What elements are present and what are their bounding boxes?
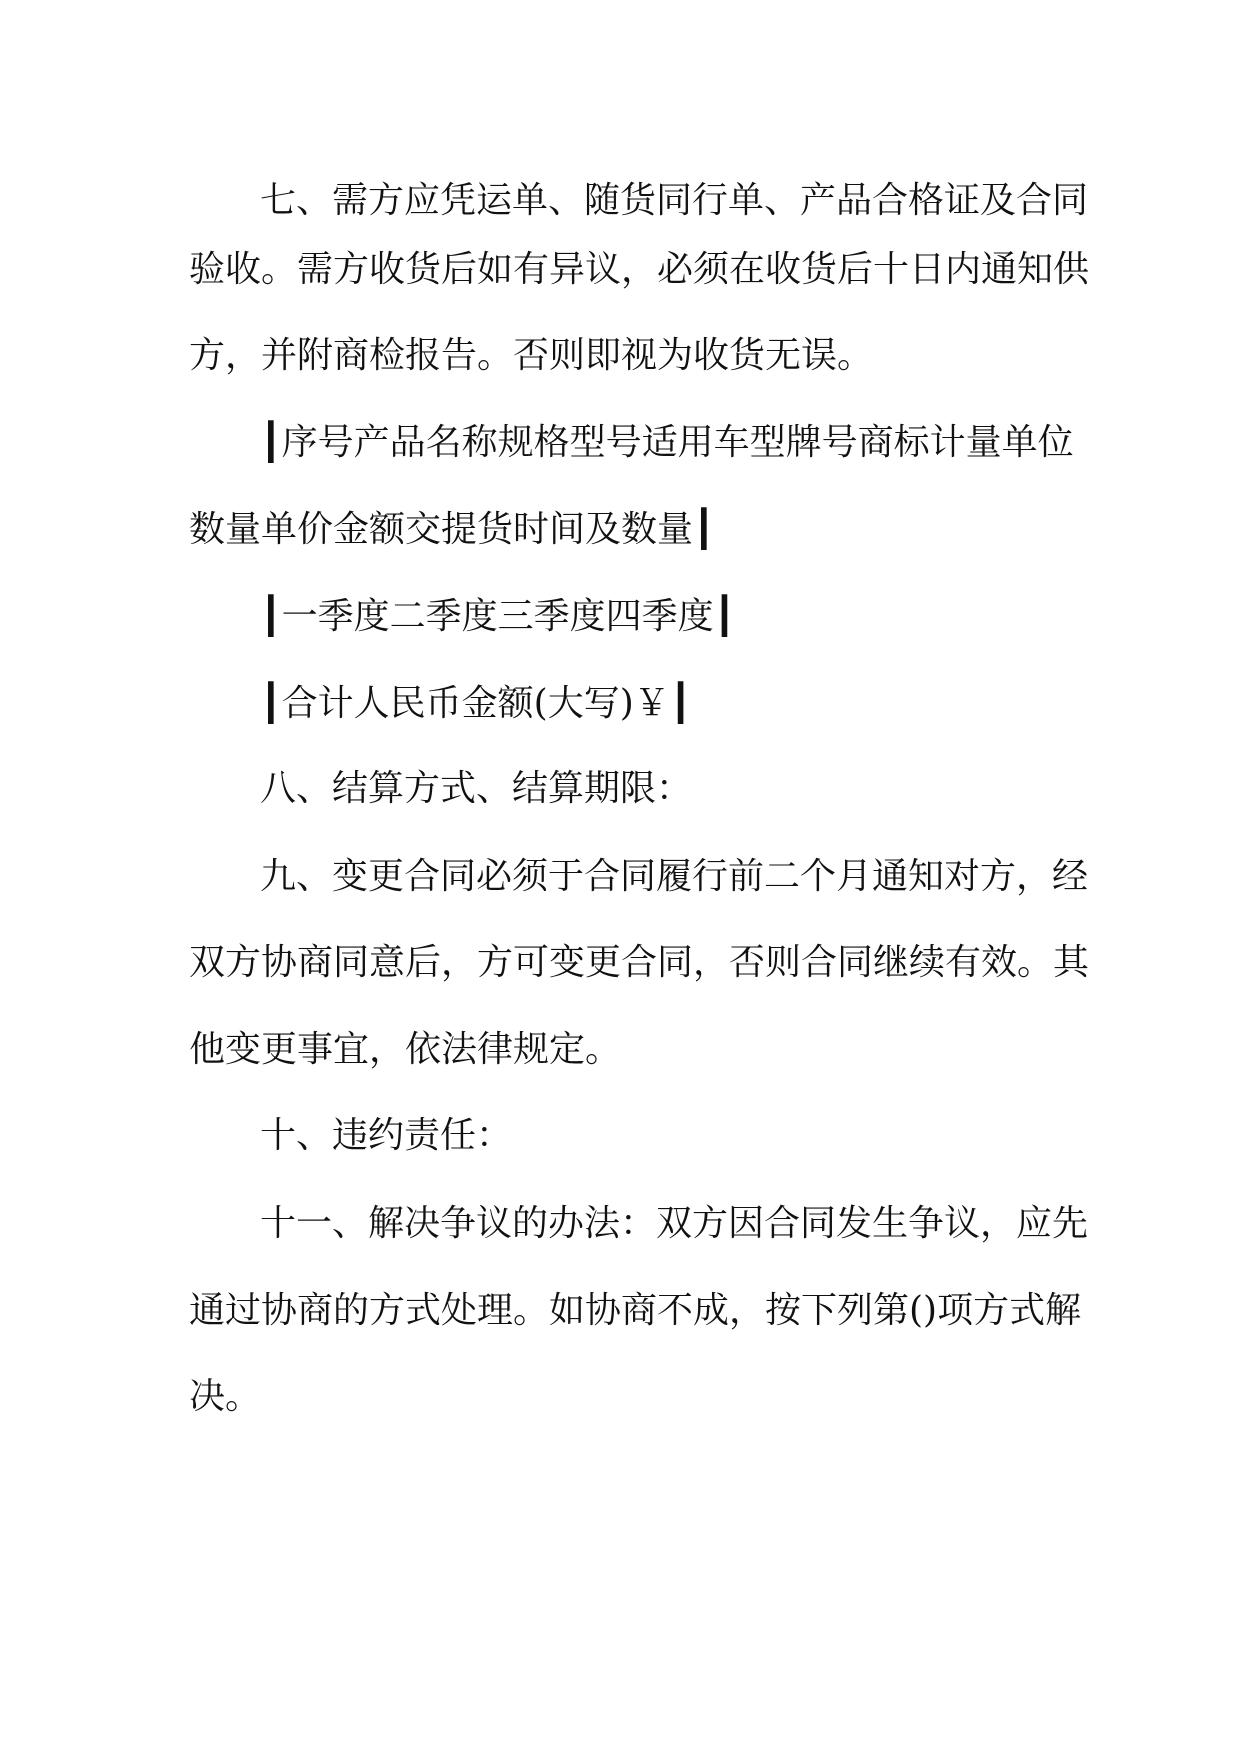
text-line: 八、结算方式、结算期限： [260,768,693,809]
text-line: 九、变更合同必须于合同履行前二个月通知对方，经 [260,856,1089,897]
text-line: 决。 [189,1376,262,1417]
text-line: ┃合计人民币金额(大写)￥┃ [260,683,692,724]
text-line: ┃一季度二季度三季度四季度┃ [260,596,736,637]
text-line: 七、需方应凭运单、随货同行单、产品合格证及合同 [260,180,1089,221]
text-line: 他变更事宜，依法律规定。 [189,1029,622,1070]
text-line: 双方协商同意后，方可变更合同，否则合同继续有效。其 [189,942,1090,983]
text-line: 验收。需方收货后如有异议，必须在收货后十日内通知供 [189,249,1090,290]
text-line: 方，并附商检报告。否则即视为收货无误。 [189,335,874,376]
text-line: 通过协商的方式处理。如协商不成，按下列第()项方式解 [189,1290,1082,1331]
text-line: 十、违约责任： [260,1115,513,1156]
text-line: 十一、解决争议的办法：双方因合同发生争议，应先 [260,1203,1089,1244]
text-line: 数量单价金额交提货时间及数量┃ [189,509,715,550]
text-line: ┃序号产品名称规格型号适用车型牌号商标计量单位 [260,422,1074,463]
